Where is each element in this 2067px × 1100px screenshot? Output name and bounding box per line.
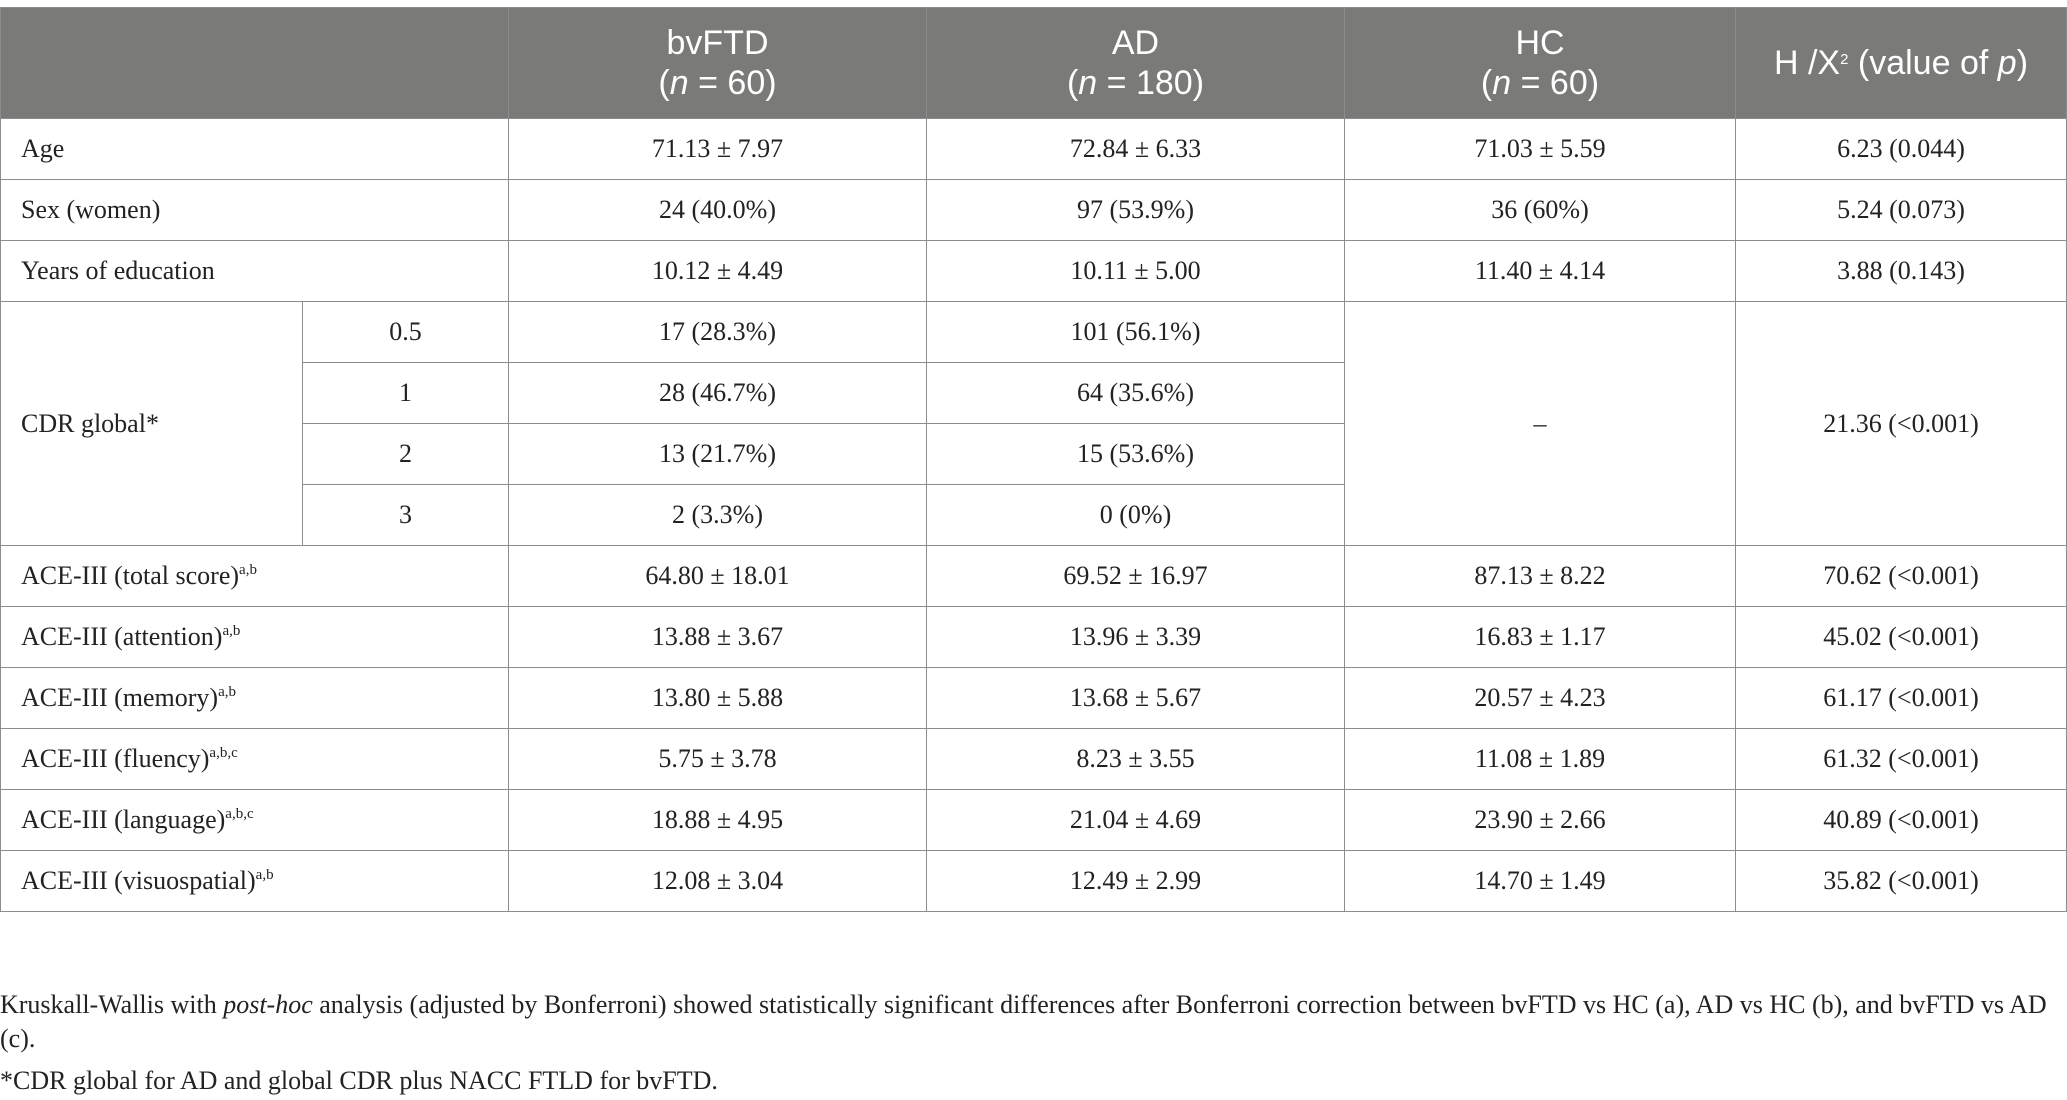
- demographics-table: [0, 7, 2067, 912]
- row-label: ACE-III (fluency)$^{a,b,c}$: [1, 729, 509, 790]
- header-ad: AD (n = 180): [927, 8, 1345, 119]
- table-row-education: [1, 241, 2067, 302]
- cell-ad: 72.84 ± 6.33: [927, 119, 1345, 180]
- cell-ad: 0 (0%): [927, 485, 1345, 546]
- cdr-level: 2: [303, 424, 509, 485]
- cell-ad: 10.11 ± 5.00: [927, 241, 1345, 302]
- header-row: [1, 8, 2067, 119]
- cell-bvftd: 64.80 ± 18.01: [509, 546, 927, 607]
- cell-bvftd: 71.13 ± 7.97: [509, 119, 927, 180]
- cell-bvftd: 12.08 ± 3.04: [509, 851, 927, 912]
- cell-bvftd: 2 (3.3%): [509, 485, 927, 546]
- row-label: ACE-III (total score)$^{a,b}$: [1, 546, 509, 607]
- cell-bvftd: 13.88 ± 3.67: [509, 607, 927, 668]
- cell-ad: 15 (53.6%): [927, 424, 1345, 485]
- cell-ad: 13.96 ± 3.39: [927, 607, 1345, 668]
- table-row-ace: [1, 790, 2067, 851]
- cdr-level: 0.5: [303, 302, 509, 363]
- cell-statistic: 70.62 (<0.001): [1736, 546, 2067, 607]
- table-row-ace: [1, 546, 2067, 607]
- cell-statistic: 45.02 (<0.001): [1736, 607, 2067, 668]
- cell-hc: 11.08 ± 1.89: [1345, 729, 1736, 790]
- cell-bvftd: 24 (40.0%): [509, 180, 927, 241]
- table-row-ace: [1, 729, 2067, 790]
- cell-hc: 23.90 ± 2.66: [1345, 790, 1736, 851]
- cdr-statistic: 21.36 (<0.001): [1736, 302, 2067, 546]
- cell-ad: 13.68 ± 5.67: [927, 668, 1345, 729]
- table-row-ace: [1, 668, 2067, 729]
- footnote-cdr: *CDR global for AD and global CDR plus NACC FTLD for bvFTD.: [0, 1066, 718, 1095]
- cell-ad: 69.52 ± 16.97: [927, 546, 1345, 607]
- cell-ad: 101 (56.1%): [927, 302, 1345, 363]
- cell-ad: 8.23 ± 3.55: [927, 729, 1345, 790]
- cell-statistic: 40.89 (<0.001): [1736, 790, 2067, 851]
- cell-ad: 64 (35.6%): [927, 363, 1345, 424]
- cell-bvftd: 18.88 ± 4.95: [509, 790, 927, 851]
- row-label: Years of education: [1, 241, 509, 302]
- table-row-cdr: [1, 302, 2067, 363]
- cell-bvftd: 13 (21.7%): [509, 424, 927, 485]
- cell-hc: 36 (60%): [1345, 180, 1736, 241]
- cell-bvftd: 13.80 ± 5.88: [509, 668, 927, 729]
- row-label: Sex (women): [1, 180, 509, 241]
- table-row-sex: [1, 180, 2067, 241]
- cdr-level: 1: [303, 363, 509, 424]
- header-empty-cell: [1, 8, 509, 119]
- row-label: ACE-III (memory)$^{a,b}$: [1, 668, 509, 729]
- cdr-label: CDR global*: [1, 302, 303, 546]
- cell-statistic: 3.88 (0.143): [1736, 241, 2067, 302]
- cell-ad: 12.49 ± 2.99: [927, 851, 1345, 912]
- cell-hc: 20.57 ± 4.23: [1345, 668, 1736, 729]
- cell-bvftd: 10.12 ± 4.49: [509, 241, 927, 302]
- table-row-age: [1, 119, 2067, 180]
- cell-statistic: 6.23 (0.044): [1736, 119, 2067, 180]
- cell-hc: 11.40 ± 4.14: [1345, 241, 1736, 302]
- header-bvftd: bvFTD (n = 60): [509, 8, 927, 119]
- footnote-analysis: Kruskall-Wallis with post-hoc analysis (adjusted by Bonferroni) showed statistically significant differences after Bonferroni correction between bvFTD vs HC (a), AD vs HC (b), and bvFTD vs AD (c).: [0, 990, 2047, 1053]
- cell-bvftd: 28 (46.7%): [509, 363, 927, 424]
- cell-ad: 97 (53.9%): [927, 180, 1345, 241]
- table-row-ace: [1, 607, 2067, 668]
- table-footnotes: [0, 988, 2050, 1098]
- cdr-hc-cell: –: [1345, 302, 1736, 546]
- row-label: Age: [1, 119, 509, 180]
- cell-hc: 87.13 ± 8.22: [1345, 546, 1736, 607]
- table-row-ace: [1, 851, 2067, 912]
- cell-statistic: 61.32 (<0.001): [1736, 729, 2067, 790]
- cell-hc: 16.83 ± 1.17: [1345, 607, 1736, 668]
- cell-statistic: 61.17 (<0.001): [1736, 668, 2067, 729]
- cell-bvftd: 17 (28.3%): [509, 302, 927, 363]
- cell-statistic: 5.24 (0.073): [1736, 180, 2067, 241]
- header-hc: HC (n = 60): [1345, 8, 1736, 119]
- cell-bvftd: 5.75 ± 3.78: [509, 729, 927, 790]
- cell-hc: 14.70 ± 1.49: [1345, 851, 1736, 912]
- cdr-level: 3: [303, 485, 509, 546]
- cell-statistic: 35.82 (<0.001): [1736, 851, 2067, 912]
- row-label: ACE-III (language)$^{a,b,c}$: [1, 790, 509, 851]
- cell-hc: 71.03 ± 5.59: [1345, 119, 1736, 180]
- row-label: ACE-III (attention)$^{a,b}$: [1, 607, 509, 668]
- cell-ad: 21.04 ± 4.69: [927, 790, 1345, 851]
- row-label: ACE-III (visuospatial)$^{a,b}$: [1, 851, 509, 912]
- header-statistic: H $/X^2$ (value of p): [1736, 8, 2067, 119]
